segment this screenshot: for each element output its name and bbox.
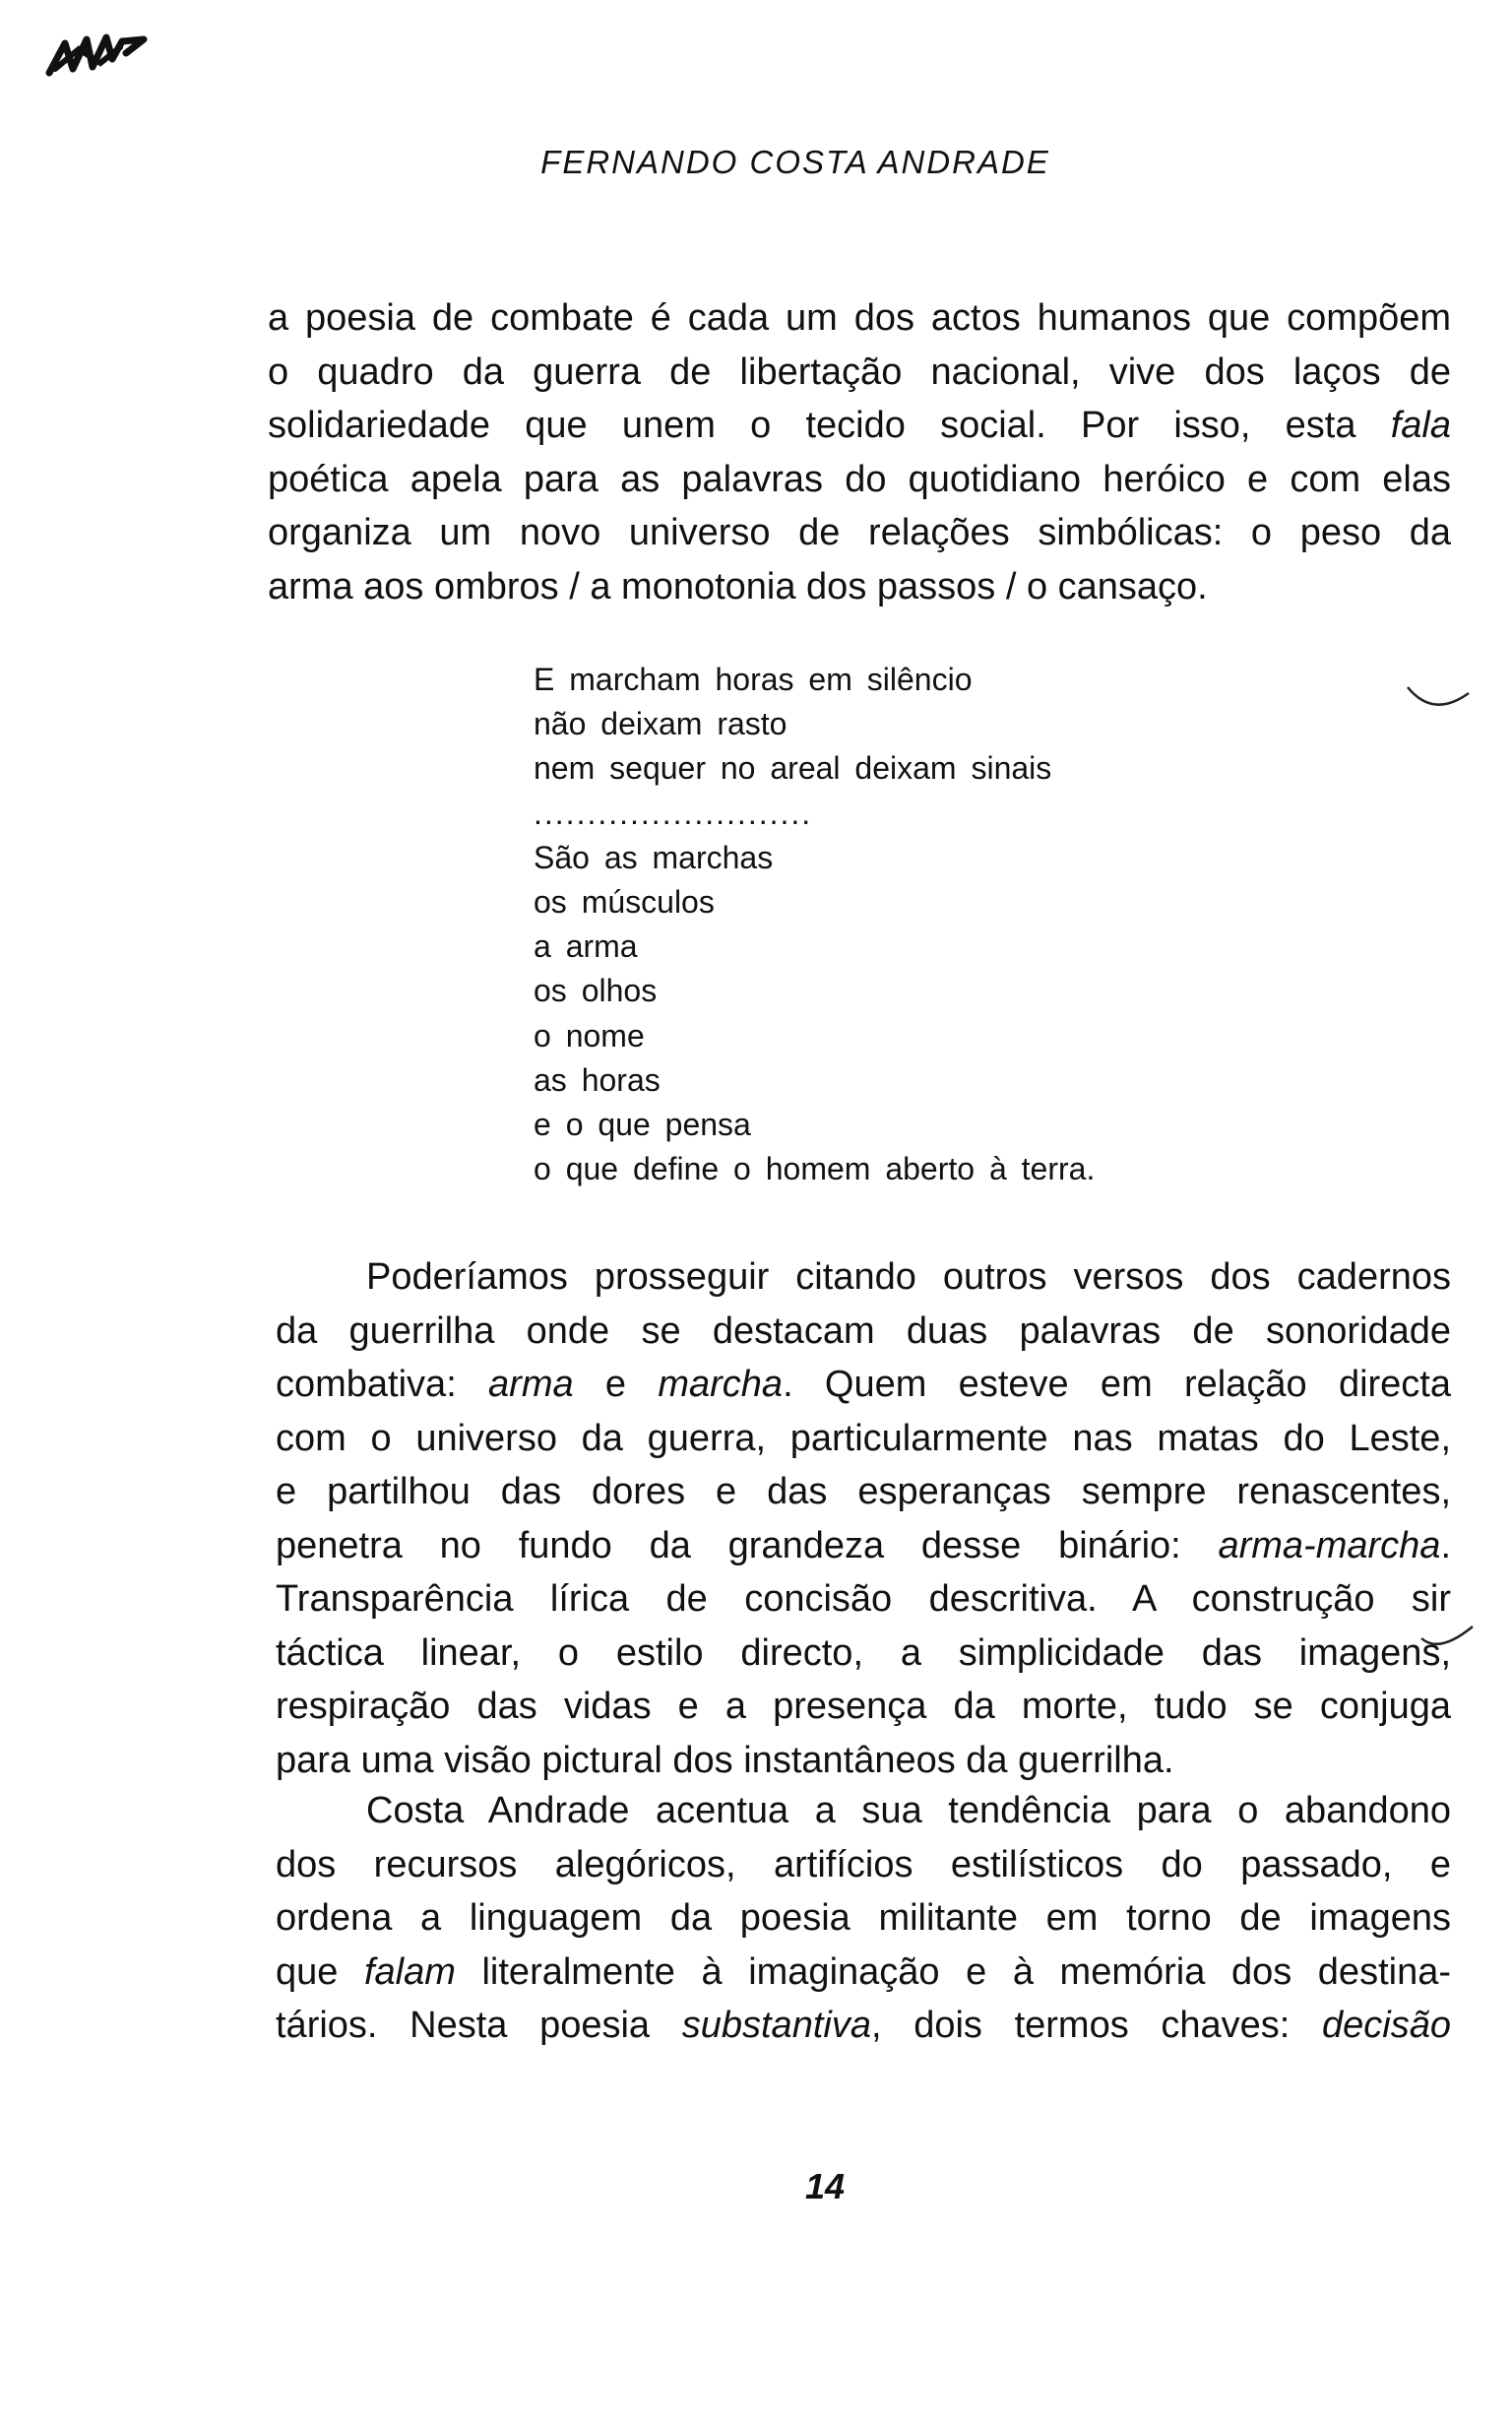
text-line: [276, 1358, 1451, 1412]
text-span: combativa:: [276, 1364, 489, 1405]
verse-line: nem sequer no areal deixam sinais: [534, 750, 1052, 787]
emphasis: marcha: [658, 1364, 784, 1405]
emphasis: decisão: [1322, 2005, 1451, 2046]
verse-line: E marcham horas em silêncio: [534, 662, 973, 697]
text-line: o quadro da guerra de libertação nacional, vive dos laços de: [268, 351, 1451, 393]
paragraph-1: [268, 291, 1451, 613]
verse-line: a arma: [534, 928, 638, 965]
text-span: . Quem esteve em relação directa: [783, 1364, 1451, 1405]
paragraph-2: [276, 1250, 1451, 1787]
text-line: [268, 399, 1451, 453]
verse-ellipsis: ..........................: [534, 795, 813, 831]
text-line: táctica linear, o estilo directo, a simplicidade das imagens,: [276, 1631, 1451, 1674]
running-head: FERNANDO COSTA ANDRADE: [540, 144, 1050, 180]
pencil-tick-mark: [1404, 679, 1473, 719]
verse-quotation: [534, 658, 1095, 1191]
text-span: solidariedade que unem o tecido social. Por isso, esta: [268, 405, 1391, 446]
text-span: literalmente à imaginação e à memória dos destina-: [455, 1950, 1451, 1993]
text-line: com o universo da guerra, particularmente nas matas do Leste,: [276, 1417, 1451, 1459]
ink-scribble-mark: [43, 30, 152, 79]
text-line: [276, 1519, 1451, 1573]
verse-line: e o que pensa: [534, 1107, 751, 1143]
text-line: poética apela para as palavras do quotidiano heróico e com elas: [268, 458, 1451, 500]
verse-line: o que define o homem aberto à terra.: [534, 1151, 1096, 1187]
emphasis: arma-marcha: [1218, 1524, 1441, 1566]
paragraph-3: [276, 1784, 1451, 2053]
text-span: .: [1440, 1524, 1451, 1566]
text-line: da guerrilha onde se destacam duas palavras de sonoridade: [276, 1309, 1451, 1352]
text-line: Transparência lírica de concisão descritiva. A construção sir: [276, 1578, 1451, 1620]
verse-line: os olhos: [534, 973, 658, 1009]
text-line: para uma visão pictural dos instantâneos da guerrilha.: [276, 1739, 1174, 1781]
text-line: organiza um novo universo de relações simbólicas: o peso da: [268, 512, 1451, 553]
emphasis: substantiva: [681, 2005, 871, 2046]
verse-line: não deixam rasto: [534, 706, 788, 742]
text-line: a poesia de combate é cada um dos actos humanos que compõem: [268, 297, 1451, 339]
text-line: Poderíamos prosseguir citando outros versos dos cadernos: [366, 1256, 1451, 1298]
text-line: arma aos ombros / a monotonia dos passos / o cansaço.: [268, 565, 1208, 607]
emphasis: arma: [488, 1364, 574, 1405]
emphasis: fala: [1390, 405, 1451, 446]
text-span: penetra no fundo da grandeza desse binário:: [276, 1524, 1219, 1566]
text-line: ordena a linguagem da poesia militante em torno de imagens: [276, 1897, 1451, 1939]
text-span: , dois termos chaves:: [870, 2005, 1323, 2046]
emphasis: falam: [363, 1950, 456, 1993]
text-line: e partilhou das dores e das esperanças sempre renascentes,: [276, 1471, 1451, 1512]
text-line: dos recursos alegóricos, artifícios estilísticos do passado, e: [276, 1843, 1451, 1885]
verse-line: os músculos: [534, 884, 715, 920]
text-line: respiração das vidas e a presença da morte, tudo se conjuga: [276, 1686, 1451, 1727]
page-number: 14: [804, 2166, 846, 2206]
text-span: e: [573, 1364, 659, 1405]
text-line: Costa Andrade acentua a sua tendência para o abandono: [366, 1790, 1451, 1831]
text-line: [276, 1946, 1451, 2000]
text-span: que: [276, 1950, 364, 1993]
text-line: [276, 1999, 1451, 2053]
verse-line: as horas: [534, 1061, 661, 1098]
verse-line: São as marchas: [534, 839, 774, 875]
verse-line: o nome: [534, 1017, 645, 1053]
text-span: tários. Nesta poesia: [276, 2005, 682, 2046]
